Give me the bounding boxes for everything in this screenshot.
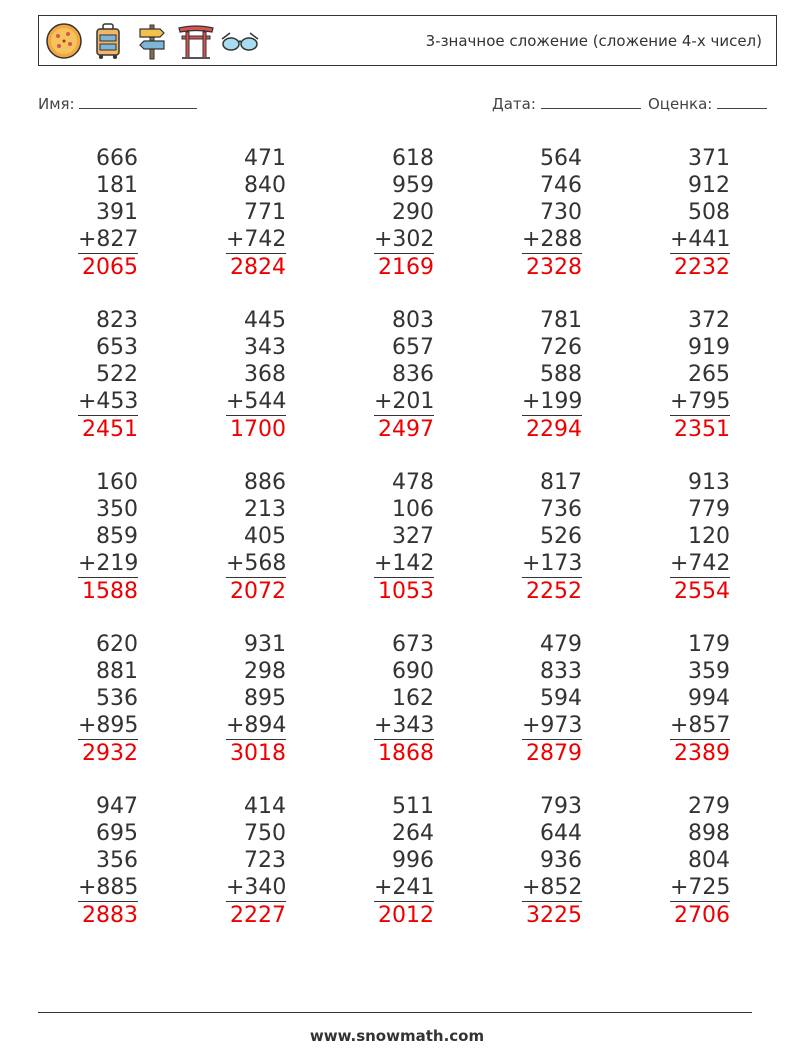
addend: 793 xyxy=(540,794,582,819)
addend: 618 xyxy=(392,146,434,171)
addend: 594 xyxy=(540,686,582,711)
addition-problem xyxy=(374,793,434,929)
addend: 913 xyxy=(688,470,730,495)
addend: 414 xyxy=(244,794,286,819)
addition-problem xyxy=(226,793,286,929)
addend-with-plus: +742 xyxy=(670,551,731,576)
name-label: Имя: xyxy=(38,95,75,113)
addend: 779 xyxy=(688,497,730,522)
addend-with-plus: +885 xyxy=(78,875,139,900)
addend-with-plus: +201 xyxy=(374,389,435,414)
addend-with-plus: +199 xyxy=(522,389,583,414)
addend-with-plus: +241 xyxy=(374,875,435,900)
torii-gate-icon xyxy=(176,21,216,61)
addend: 996 xyxy=(392,848,434,873)
addend: 817 xyxy=(540,470,582,495)
addend: 511 xyxy=(392,794,434,819)
addend: 936 xyxy=(540,848,582,873)
answer: 2497 xyxy=(378,417,434,442)
addend: 833 xyxy=(540,659,582,684)
answer: 3225 xyxy=(526,903,582,928)
addend-with-plus: +441 xyxy=(670,227,731,252)
addition-problem xyxy=(78,631,138,767)
addend: 478 xyxy=(392,470,434,495)
addend: 445 xyxy=(244,308,286,333)
addend: 120 xyxy=(688,524,730,549)
addend-with-plus: +173 xyxy=(522,551,583,576)
addend: 644 xyxy=(540,821,582,846)
answer: 1053 xyxy=(378,579,434,604)
addition-problem xyxy=(78,145,138,281)
addend: 771 xyxy=(244,200,286,225)
addend: 919 xyxy=(688,335,730,360)
addition-problem xyxy=(226,145,286,281)
addend: 881 xyxy=(96,659,138,684)
addend: 840 xyxy=(244,173,286,198)
worksheet-title: 3-значное сложение (сложение 4-х чисел) xyxy=(425,32,762,50)
addend-with-plus: +340 xyxy=(226,875,287,900)
addend: 371 xyxy=(688,146,730,171)
addend: 350 xyxy=(96,497,138,522)
addend: 279 xyxy=(688,794,730,819)
addition-problem xyxy=(78,793,138,929)
addend-with-plus: +568 xyxy=(226,551,287,576)
answer: 2883 xyxy=(82,903,138,928)
addend: 405 xyxy=(244,524,286,549)
addition-problem xyxy=(522,631,582,767)
date-label: Дата: xyxy=(492,95,536,113)
addend: 836 xyxy=(392,362,434,387)
addend: 994 xyxy=(688,686,730,711)
addition-problem xyxy=(78,307,138,443)
sunglasses-icon xyxy=(220,21,260,61)
addend: 564 xyxy=(540,146,582,171)
answer: 2824 xyxy=(230,255,286,280)
addition-problem xyxy=(374,307,434,443)
addition-problem xyxy=(226,631,286,767)
addend: 947 xyxy=(96,794,138,819)
addition-problem xyxy=(522,469,582,605)
addition-problem xyxy=(226,469,286,605)
addend: 471 xyxy=(244,146,286,171)
addend: 673 xyxy=(392,632,434,657)
addend: 588 xyxy=(540,362,582,387)
addition-problem xyxy=(78,469,138,605)
addend: 391 xyxy=(96,200,138,225)
addend: 620 xyxy=(96,632,138,657)
addend: 653 xyxy=(96,335,138,360)
addend: 160 xyxy=(96,470,138,495)
addend-with-plus: +288 xyxy=(522,227,583,252)
addend: 343 xyxy=(244,335,286,360)
addend: 213 xyxy=(244,497,286,522)
addition-problem xyxy=(522,307,582,443)
addition-problem xyxy=(670,469,730,605)
name-field xyxy=(38,94,197,113)
addend: 723 xyxy=(244,848,286,873)
addend-with-plus: +742 xyxy=(226,227,287,252)
addend: 298 xyxy=(244,659,286,684)
header-icons xyxy=(44,21,260,61)
answer: 2706 xyxy=(674,903,730,928)
addend: 804 xyxy=(688,848,730,873)
answer: 2227 xyxy=(230,903,286,928)
grade-label: Оценка: xyxy=(648,95,713,113)
addend: 479 xyxy=(540,632,582,657)
addend-with-plus: +973 xyxy=(522,713,583,738)
addition-problem xyxy=(374,469,434,605)
addend: 886 xyxy=(244,470,286,495)
addend: 823 xyxy=(96,308,138,333)
answer: 1588 xyxy=(82,579,138,604)
addend: 750 xyxy=(244,821,286,846)
date-field xyxy=(492,94,641,113)
answer: 2169 xyxy=(378,255,434,280)
signpost-icon xyxy=(132,21,172,61)
answer: 2328 xyxy=(526,255,582,280)
addend-with-plus: +302 xyxy=(374,227,435,252)
addend: 536 xyxy=(96,686,138,711)
addend-with-plus: +827 xyxy=(78,227,139,252)
addend: 162 xyxy=(392,686,434,711)
answer: 1700 xyxy=(230,417,286,442)
addend: 781 xyxy=(540,308,582,333)
addend: 898 xyxy=(688,821,730,846)
answer: 2252 xyxy=(526,579,582,604)
answer: 2072 xyxy=(230,579,286,604)
addend: 264 xyxy=(392,821,434,846)
addend: 726 xyxy=(540,335,582,360)
answer: 2351 xyxy=(674,417,730,442)
addend: 372 xyxy=(688,308,730,333)
addend-with-plus: +453 xyxy=(78,389,139,414)
addend: 695 xyxy=(96,821,138,846)
answer: 2012 xyxy=(378,903,434,928)
addend: 522 xyxy=(96,362,138,387)
answer: 2451 xyxy=(82,417,138,442)
answer: 1868 xyxy=(378,741,434,766)
name-blank[interactable] xyxy=(79,94,197,109)
addition-problem xyxy=(670,307,730,443)
addend: 106 xyxy=(392,497,434,522)
answer: 2294 xyxy=(526,417,582,442)
answer: 2879 xyxy=(526,741,582,766)
date-blank[interactable] xyxy=(541,94,641,109)
addend: 359 xyxy=(688,659,730,684)
addend-with-plus: +544 xyxy=(226,389,287,414)
addition-problem xyxy=(226,307,286,443)
addition-problem xyxy=(522,793,582,929)
addend-with-plus: +857 xyxy=(670,713,731,738)
suitcase-icon xyxy=(88,21,128,61)
addition-problem xyxy=(374,631,434,767)
addend-with-plus: +895 xyxy=(78,713,139,738)
answer: 3018 xyxy=(230,741,286,766)
grade-blank[interactable] xyxy=(717,94,767,109)
addend: 803 xyxy=(392,308,434,333)
addend-with-plus: +343 xyxy=(374,713,435,738)
addend: 746 xyxy=(540,173,582,198)
answer: 2389 xyxy=(674,741,730,766)
addend-with-plus: +894 xyxy=(226,713,287,738)
addend: 736 xyxy=(540,497,582,522)
addend: 859 xyxy=(96,524,138,549)
pizza-icon xyxy=(44,21,84,61)
addition-problem xyxy=(670,145,730,281)
addition-problem xyxy=(522,145,582,281)
addition-problem xyxy=(670,793,730,929)
addend-with-plus: +795 xyxy=(670,389,731,414)
footer-divider xyxy=(38,1012,752,1013)
addend: 912 xyxy=(688,173,730,198)
addend: 356 xyxy=(96,848,138,873)
answer: 2065 xyxy=(82,255,138,280)
answer: 2232 xyxy=(674,255,730,280)
addend: 666 xyxy=(96,146,138,171)
addend: 526 xyxy=(540,524,582,549)
addend-with-plus: +219 xyxy=(78,551,139,576)
addend: 730 xyxy=(540,200,582,225)
addition-problem xyxy=(374,145,434,281)
addend: 508 xyxy=(688,200,730,225)
footer-site: www.snowmath.com xyxy=(309,1027,485,1045)
addend: 290 xyxy=(392,200,434,225)
grade-field xyxy=(648,94,767,113)
addend: 657 xyxy=(392,335,434,360)
addend: 327 xyxy=(392,524,434,549)
addend: 368 xyxy=(244,362,286,387)
addend-with-plus: +142 xyxy=(374,551,435,576)
addend: 265 xyxy=(688,362,730,387)
addend-with-plus: +725 xyxy=(670,875,731,900)
addend: 959 xyxy=(392,173,434,198)
addend: 690 xyxy=(392,659,434,684)
answer: 2554 xyxy=(674,579,730,604)
worksheet-header xyxy=(38,15,777,66)
addend: 895 xyxy=(244,686,286,711)
answer: 2932 xyxy=(82,741,138,766)
addition-problem xyxy=(670,631,730,767)
addend: 931 xyxy=(244,632,286,657)
addend: 179 xyxy=(688,632,730,657)
addend: 181 xyxy=(96,173,138,198)
addend-with-plus: +852 xyxy=(522,875,583,900)
